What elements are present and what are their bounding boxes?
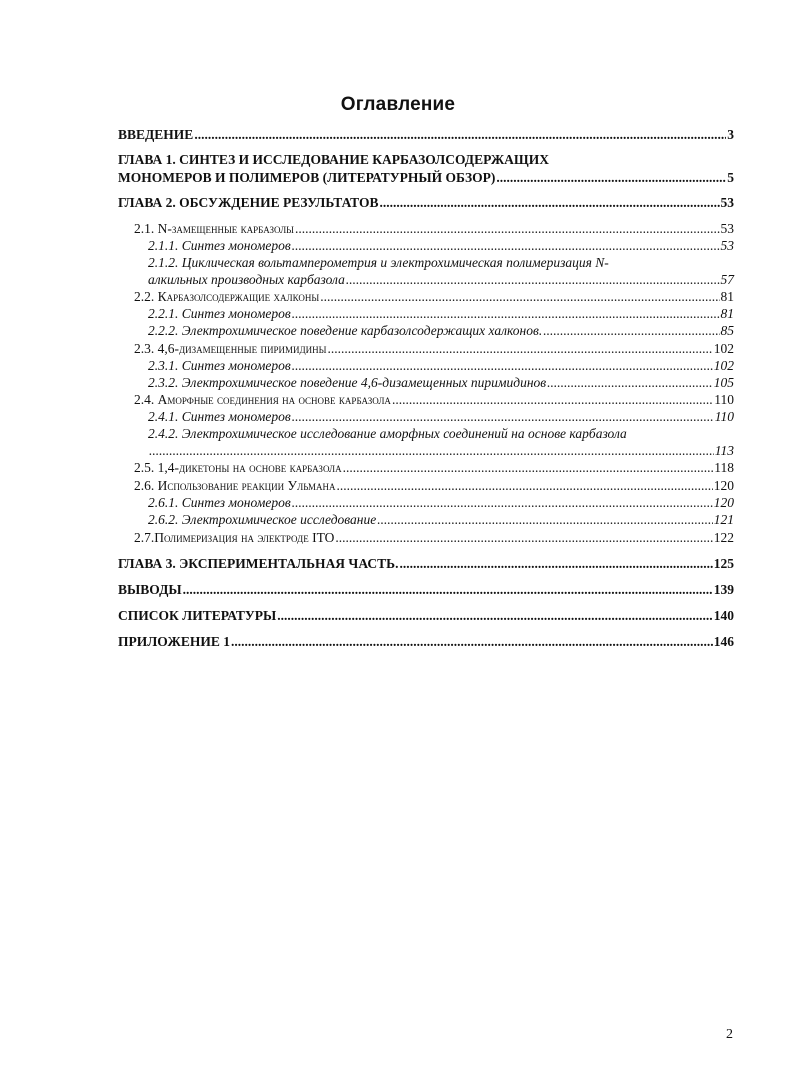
toc-entry-intro[interactable] <box>118 127 734 143</box>
toc-entry-2-5[interactable] <box>134 460 734 476</box>
toc-entry-label: 2.6.1. Синтез мономеров <box>148 495 291 510</box>
dot-leader <box>292 306 720 322</box>
toc-page-number: 85 <box>720 323 734 338</box>
toc-entry-2-3[interactable] <box>134 341 734 357</box>
dot-leader <box>543 323 719 339</box>
dot-leader <box>392 392 713 408</box>
toc-page-number: 120 <box>713 478 734 493</box>
toc-entry-2-1-2[interactable] <box>148 272 734 288</box>
toc-page-number: 57 <box>720 272 734 287</box>
toc-page-number: 139 <box>713 582 734 597</box>
toc-entry-label: ВВЕДЕНИЕ <box>118 127 194 142</box>
toc-entry-label: МОНОМЕРОВ И ПОЛИМЕРОВ (ЛИТЕРАТУРНЫЙ ОБЗОР) <box>118 170 496 185</box>
toc-entry-label: 2.2.2. Электрохимическое поведение карбазолсодержащих халконов. <box>148 323 543 338</box>
dot-leader <box>320 289 719 305</box>
toc-entry-2-2[interactable] <box>134 289 734 305</box>
toc-entry-label: ГЛАВА 3. ЭКСПЕРИМЕНТАЛЬНАЯ ЧАСТЬ. <box>118 556 399 571</box>
toc-page-number: 121 <box>713 512 734 527</box>
toc-entry-2-3-1[interactable] <box>148 358 734 374</box>
toc-entry-chapter3[interactable] <box>118 556 734 572</box>
dot-leader <box>496 170 726 186</box>
toc-page-number: 113 <box>714 443 734 458</box>
toc-entry-label: 2.7.Полимеризация на электроде ITO <box>134 530 335 545</box>
dot-leader <box>380 195 720 211</box>
toc-entry-2-1[interactable] <box>134 221 734 237</box>
toc-entry-label: 2.3. 4,6-дизамещенные пиримидины <box>134 341 327 356</box>
toc-entry-label: 2.5. 1,4-дикетоны на основе карбазола <box>134 460 342 475</box>
toc-entry-2-4-1[interactable] <box>148 409 734 425</box>
dot-leader <box>547 375 713 391</box>
dot-leader <box>194 127 726 143</box>
toc-entry-label: 2.2.1. Синтез мономеров <box>148 306 291 321</box>
toc-page-number: 3 <box>727 127 734 142</box>
toc-entry-chapter2[interactable] <box>118 195 734 211</box>
toc-entry-2-6-2[interactable] <box>148 512 734 528</box>
page-title: Оглавление <box>340 94 456 115</box>
toc-page-number: 146 <box>713 634 734 649</box>
toc-page-number: 53 <box>720 221 734 236</box>
toc-entry-label: 2.2. Карбазолсодержащие халконы <box>134 289 320 304</box>
toc-entry-appendix[interactable] <box>118 634 734 650</box>
toc-entry-2-4[interactable] <box>134 392 734 408</box>
dot-leader <box>295 221 719 237</box>
toc-entry-label: 2.1.1. Синтез мономеров <box>148 238 291 253</box>
toc-entry-label: алкильных производных карбазола <box>148 272 345 287</box>
dot-leader <box>343 460 714 476</box>
dot-leader <box>337 478 713 494</box>
toc-entry-label: 2.1. N-замещенные карбазолы <box>134 221 295 236</box>
toc-entry-label: 2.3.2. Электрохимическое поведение 4,6-дизамещенных пиримидинов <box>148 375 547 390</box>
toc-page-number: 81 <box>720 306 734 321</box>
toc-page-number: 105 <box>713 375 734 390</box>
toc-entry-label: 2.4.1. Синтез мономеров <box>148 409 291 424</box>
toc-page-number: 125 <box>713 556 734 571</box>
toc-page-number: 140 <box>713 608 734 623</box>
toc-entry-label: СПИСОК ЛИТЕРАТУРЫ <box>118 608 277 623</box>
toc-page-number: 110 <box>714 409 734 424</box>
toc-entry-2-4-2[interactable] <box>148 443 734 459</box>
toc-page-number: 122 <box>713 530 734 545</box>
dot-leader <box>292 238 720 254</box>
dot-leader <box>292 358 713 374</box>
toc-entry-2-7[interactable] <box>134 530 734 546</box>
dot-leader <box>377 512 713 528</box>
dot-leader <box>292 495 713 511</box>
toc-entry-2-6-1[interactable] <box>148 495 734 511</box>
toc-entry-label: 2.3.1. Синтез мономеров <box>148 358 291 373</box>
page-number: 2 <box>726 1027 733 1042</box>
dot-leader <box>149 443 714 459</box>
toc-entry-2-1-2-line1[interactable]: 2.1.2. Циклическая вольтамперометрия и электрохимическая полимеризация N- <box>148 255 609 270</box>
toc-entry-2-6[interactable] <box>134 478 734 494</box>
toc-page-number: 102 <box>713 341 734 356</box>
toc-page-number: 102 <box>713 358 734 373</box>
toc-entry-label: 2.4. Аморфные соединения на основе карбазола <box>134 392 391 407</box>
dot-leader <box>399 556 712 572</box>
toc-page-number: 53 <box>720 195 734 210</box>
toc-entry-label: 2.6.2. Электрохимическое исследование <box>148 512 377 527</box>
toc-entry-label: ВЫВОДЫ <box>118 582 182 597</box>
dot-leader <box>346 272 720 288</box>
toc-entry-label: 2.6. Использование реакции Ульмана <box>134 478 336 493</box>
toc-entry-references[interactable] <box>118 608 734 624</box>
dot-leader <box>231 634 713 650</box>
toc-entry-label: ПРИЛОЖЕНИЕ 1 <box>118 634 230 649</box>
toc-page-number: 53 <box>720 238 734 253</box>
toc-entry-label: ГЛАВА 2. ОБСУЖДЕНИЕ РЕЗУЛЬТАТОВ <box>118 195 379 210</box>
dot-leader <box>277 608 713 624</box>
toc-entry-conclusions[interactable] <box>118 582 734 598</box>
toc-entry-chapter1[interactable] <box>118 170 734 186</box>
toc-entry-2-2-1[interactable] <box>148 306 734 322</box>
toc-page-number: 118 <box>714 460 734 475</box>
toc-page-number: 120 <box>713 495 734 510</box>
toc-page-number: 110 <box>714 392 734 407</box>
dot-leader <box>183 582 713 598</box>
toc-page-number: 81 <box>720 289 734 304</box>
toc-entry-2-3-2[interactable] <box>148 375 734 391</box>
dot-leader <box>292 409 714 425</box>
toc-entry-2-4-2-line1[interactable]: 2.4.2. Электрохимическое исследование аморфных соединений на основе карбазола <box>148 426 627 441</box>
toc-entry-2-1-1[interactable] <box>148 238 734 254</box>
toc-page-number: 5 <box>727 170 734 185</box>
dot-leader <box>335 530 712 546</box>
toc-entry-2-2-2[interactable] <box>148 323 734 339</box>
toc-entry-chapter1-line1[interactable]: ГЛАВА 1. СИНТЕЗ И ИССЛЕДОВАНИЕ КАРБАЗОЛСОДЕРЖАЩИХ <box>118 152 550 167</box>
dot-leader <box>327 341 712 357</box>
